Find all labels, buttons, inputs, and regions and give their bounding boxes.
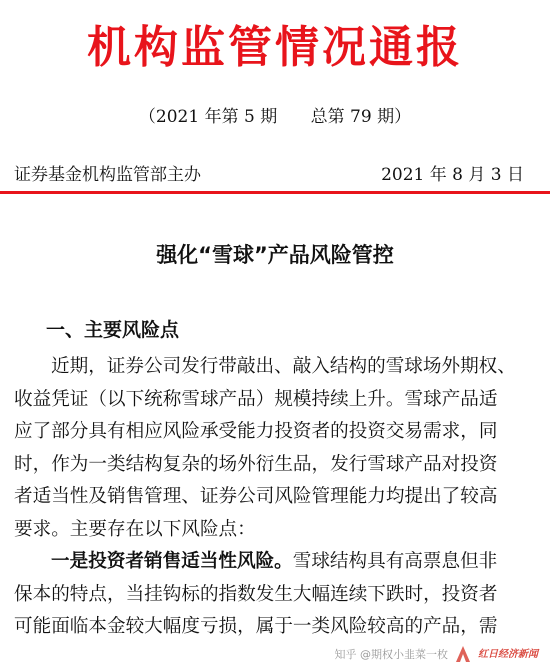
section-heading: 一、主要风险点 <box>46 319 180 341</box>
issue-number <box>0 104 550 130</box>
issue-total-number: 总第 79 期） <box>310 107 412 127</box>
sponsor-department: 证券基金机构监管部主办 <box>14 165 201 185</box>
body-line: 保本的特点，当挂钩标的指数发生大幅连续下跌时，投资者 <box>14 583 498 605</box>
issue-date: 2021 年 8 月 3 日 <box>381 165 524 185</box>
red-divider <box>0 191 550 194</box>
body-line: 者适当性及销售管理、证券公司风险管理能力均提出了较高 <box>14 486 498 507</box>
body-line: 近期，证券公司发行带敲出、敲入结构的雪球场外期权、 <box>51 356 516 377</box>
sponsor-date-line <box>14 162 524 188</box>
body-line: 要求。主要存在以下风险点： <box>14 518 256 540</box>
body-line-rest: 雪球结构具有高票息但非 <box>292 551 498 572</box>
body-line: 时，作为一类结构复杂的场外衍生品，发行雪球产品对投资 <box>14 453 498 475</box>
body-line: 应了部分具有相应风险承受能力投资者的投资交易需求，同 <box>14 421 498 442</box>
watermark <box>331 641 543 667</box>
body-line-lead <box>14 546 544 579</box>
masthead-title: 机构监管情况通报 <box>87 22 463 73</box>
watermark-brand: 红日经济新闻 <box>478 648 538 660</box>
issue-year-number: （2021 年第 5 期 <box>138 107 278 127</box>
article-title: 强化“雪球”产品风险管控 <box>156 243 394 267</box>
article-body <box>14 351 544 644</box>
newspaper-logo-icon <box>452 643 474 665</box>
body-line: 可能面临本金较大幅度亏损，属于一类风险较高的产品，需 <box>14 616 498 637</box>
body-line: 收益凭证（以下统称雪球产品）规模持续上升。雪球产品适 <box>14 388 498 410</box>
watermark-text: 知乎 @期权小韭菜一枚 <box>334 648 448 661</box>
risk-point-lead: 一是投资者销售适当性风险。 <box>51 551 293 572</box>
